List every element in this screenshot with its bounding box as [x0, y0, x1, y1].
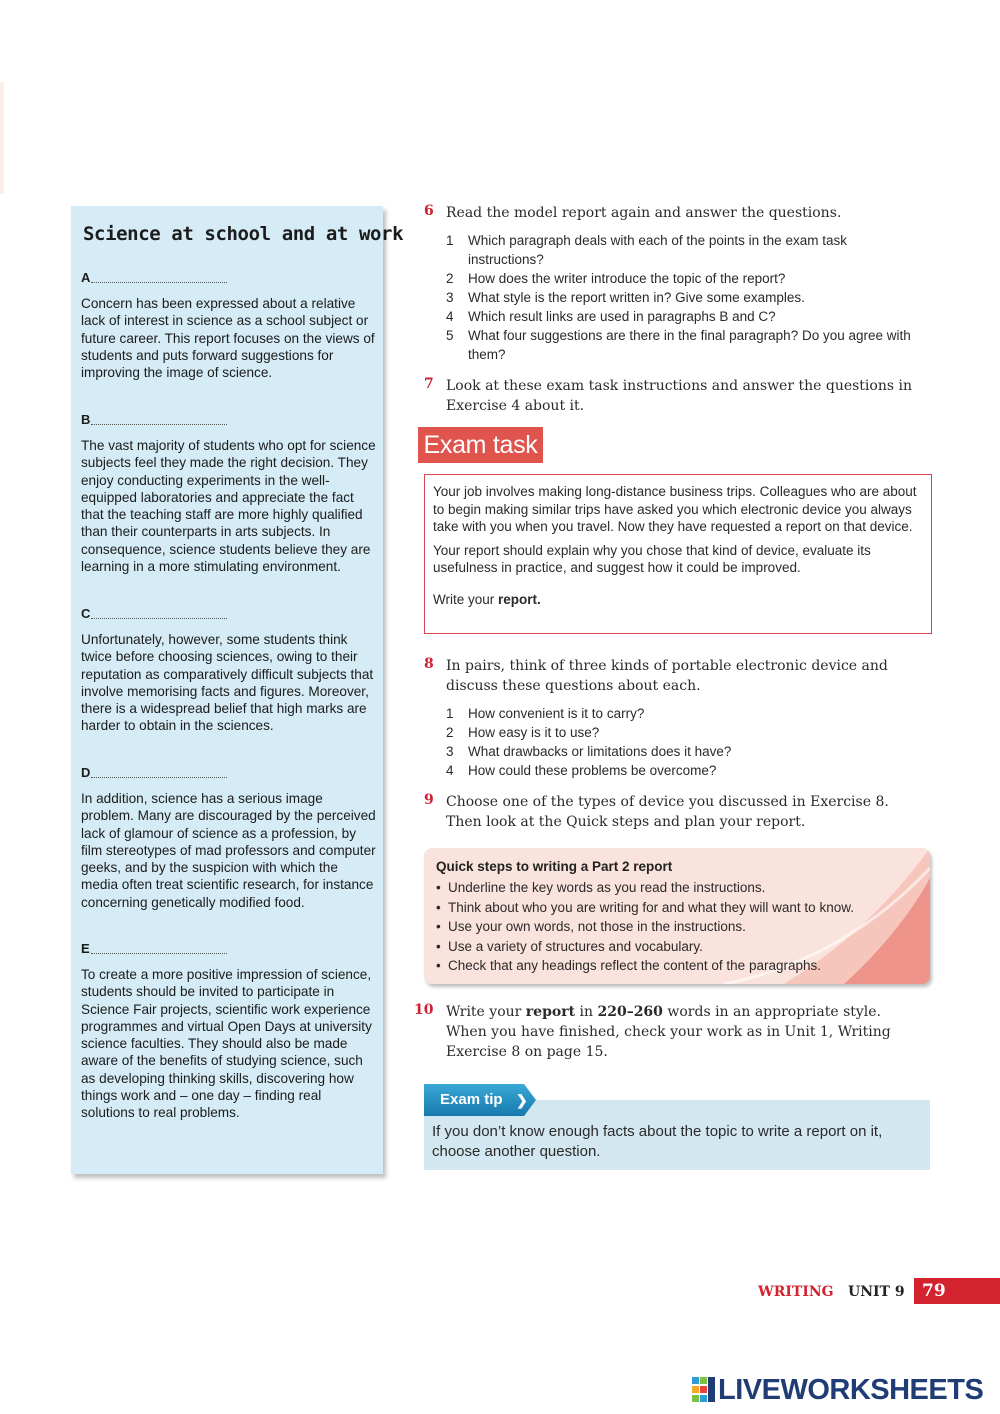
exam-task-paragraph: Your job involves making long-distance business trips. Colleagues who are about to begin making similar trips have asked you which electronic device you always take with you when you travel. Now they have requested a report on that device. [433, 484, 917, 534]
bullet: • [436, 880, 441, 895]
exercise-number: 7 [424, 376, 434, 392]
question-item [446, 723, 916, 742]
section-b-text: The vast majority of students who opt for science subjects feel they made the right decision. They enjoy conducting experiments in the well-equipped laboratories and appreciate the fact that the teaching staff are more highly qualified than their counterparts in arts subjects. In consequence, science students believe they are learning in a more stimulating environment. [81, 438, 376, 575]
instruction-text: in [575, 1004, 598, 1020]
exam-task-write-line [433, 591, 923, 609]
exam-task-heading: Exam task [418, 427, 543, 463]
bullet: • [436, 938, 441, 954]
quick-step-text: Underline the key words as you read the instructions. [448, 880, 766, 895]
exercise-number: 8 [424, 656, 434, 672]
answer-blank-line[interactable] [91, 777, 227, 778]
question-number: 3 [446, 290, 454, 305]
question-text: How easy is it to use? [468, 725, 600, 740]
exercise-instruction: Read the model report again and answer the questions. [446, 205, 842, 221]
footer-unit: UNIT 9 [848, 1284, 905, 1300]
question-text: What style is the report written in? Give some examples. [468, 290, 805, 305]
question-text: What drawbacks or limitations does it have? [468, 744, 732, 759]
exercise-6 [424, 203, 934, 225]
bullet: • [436, 919, 441, 935]
exercise-number: 9 [424, 792, 434, 808]
section-c-text: Unfortunately, however, some students think twice before choosing sciences, owing to their reputation as comparatively difficult subjects that involve memorising facts and figures. Moreover, there is a widespread belief that high marks are harder to obtain in the sciences. [81, 632, 374, 734]
exercise-instruction: Look at these exam task instructions and answer the questions in Exercise 4 about it. [446, 378, 912, 414]
exam-tip-text: If you don’t know enough facts about the topic to write a report on it, choose another question. [432, 1123, 883, 1160]
bullet: • [436, 958, 441, 974]
quick-step-text: Check that any headings reflect the content of the paragraphs. [448, 958, 821, 974]
brand-name: LIVEWORKSHEETS [718, 1374, 984, 1406]
question-number: 2 [446, 725, 454, 740]
section-c-heading [81, 606, 231, 620]
quick-step-item [436, 878, 916, 898]
question-number: 2 [446, 271, 454, 286]
exercise-instruction: Choose one of the types of device you discussed in Exercise 8. Then look at the Quick steps and plan your report. [446, 794, 889, 830]
question-text: What four suggestions are there in the final paragraph? Do you agree with them? [468, 328, 911, 362]
question-number: 5 [446, 328, 454, 343]
exercise-7 [424, 376, 934, 418]
question-item [446, 307, 916, 326]
exercise-number: 6 [424, 203, 434, 219]
footer-section: WRITING [758, 1284, 834, 1300]
exercise-8 [424, 656, 934, 698]
answer-blank-line[interactable] [91, 953, 227, 954]
write-prefix: Write your [433, 591, 495, 607]
question-text: Which result links are used in paragraphs B and C? [468, 309, 776, 324]
quick-step-text: Use your own words, not those in the instructions. [448, 919, 746, 935]
section-b-heading [81, 412, 231, 426]
section-a-text: Concern has been expressed about a relative lack of interest in science as a school subject or future career. This report focuses on the views of students and puts forward suggestions for improving the image of science. [81, 296, 375, 381]
exam-task-paragraph: Your report should explain why you chose that kind of device, evaluate its usefulness in practice, and suggest how it could be improved. [433, 542, 871, 575]
panel-title: Science at school and at work [83, 223, 404, 245]
section-letter: C [81, 606, 91, 621]
question-number: 1 [446, 706, 454, 721]
question-text: Which paragraph deals with each of the points in the exam task instructions? [468, 233, 847, 267]
exercise-instruction: In pairs, think of three kinds of portable electronic device and discuss these questions about each. [446, 658, 888, 694]
chevron-right-icon: ❯ [516, 1092, 528, 1108]
section-a-heading [81, 270, 231, 284]
question-number: 3 [446, 744, 454, 759]
quick-steps-content [436, 858, 916, 976]
reading-panel [71, 206, 404, 1174]
question-item [446, 761, 916, 780]
section-e-heading [81, 941, 231, 955]
exercise-8-questions [446, 704, 916, 780]
instruction-bold: 220–260 [597, 1004, 663, 1020]
question-item [446, 704, 916, 723]
instruction-bold: report [525, 1004, 576, 1020]
question-number: 1 [446, 233, 454, 248]
question-number: 4 [446, 763, 454, 778]
page-edge-mark [0, 82, 4, 194]
quick-step-item [436, 956, 916, 976]
question-item [446, 269, 916, 288]
question-text: How convenient is it to carry? [468, 706, 645, 721]
section-e-text: To create a more positive impression of science, students should be invited to participate in Science Fair projects, scientific work experience programmes and virtual Open Days at university science faculties. They should also be made aware of the benefits of studying science, such as developing thinking skills, discovering how things work and – one day – finding real solutions to real problems. [81, 967, 372, 1121]
question-text: How could these problems be overcome? [468, 763, 717, 778]
quick-step-item [436, 937, 916, 957]
exam-tip-tab [424, 1084, 536, 1116]
page-number: 79 [914, 1278, 1000, 1304]
section-letter: E [81, 941, 90, 956]
section-d-heading [81, 765, 231, 779]
question-item [446, 231, 916, 269]
brand-logo [692, 1374, 992, 1406]
exercise-6-questions [446, 231, 916, 364]
question-item [446, 326, 916, 364]
bullet: • [436, 899, 441, 915]
instruction-text: Write your [446, 1004, 526, 1020]
quick-steps-title: Quick steps to writing a Part 2 report [436, 859, 673, 874]
answer-blank-line[interactable] [91, 618, 227, 619]
question-number: 4 [446, 309, 454, 324]
quick-step-text: Think about who you are writing for and what they will want to know. [448, 899, 854, 915]
question-item [446, 742, 916, 761]
instruction-text: words in an appropriate style. When you have finished, check your work as in Unit 1, Writing Exercise 8 on page 15. [446, 1004, 891, 1060]
exercise-number: 10 [414, 1002, 434, 1018]
section-letter: B [81, 412, 91, 427]
liveworksheets-icon [692, 1377, 716, 1403]
exam-tip-label: Exam tip [440, 1091, 503, 1108]
exercise-10 [414, 1002, 934, 1064]
section-d-text: In addition, science has a serious image problem. Many are discouraged by the perceived lack of glamour of science as a profession, by film stereotypes of mad professors and computer geeks, and by the suspicion with which the media often treat scientific research, for instance concerning genetically modified food. [81, 791, 376, 910]
question-text: How does the writer introduce the topic of the report? [468, 271, 786, 286]
quick-steps-box [424, 848, 930, 984]
answer-blank-line[interactable] [91, 424, 227, 425]
section-letter: A [81, 270, 91, 285]
quick-step-item [436, 898, 916, 918]
exercise-instruction [446, 1002, 916, 1062]
quick-step-text: Use a variety of structures and vocabulary. [448, 938, 703, 954]
question-item [446, 288, 916, 307]
answer-blank-line[interactable] [91, 282, 227, 283]
quick-step-item [436, 917, 916, 937]
write-bold: report. [498, 591, 541, 607]
exam-task-box [424, 474, 932, 634]
quick-steps-list [436, 878, 916, 976]
section-letter: D [81, 765, 91, 780]
exercise-9 [424, 792, 934, 834]
